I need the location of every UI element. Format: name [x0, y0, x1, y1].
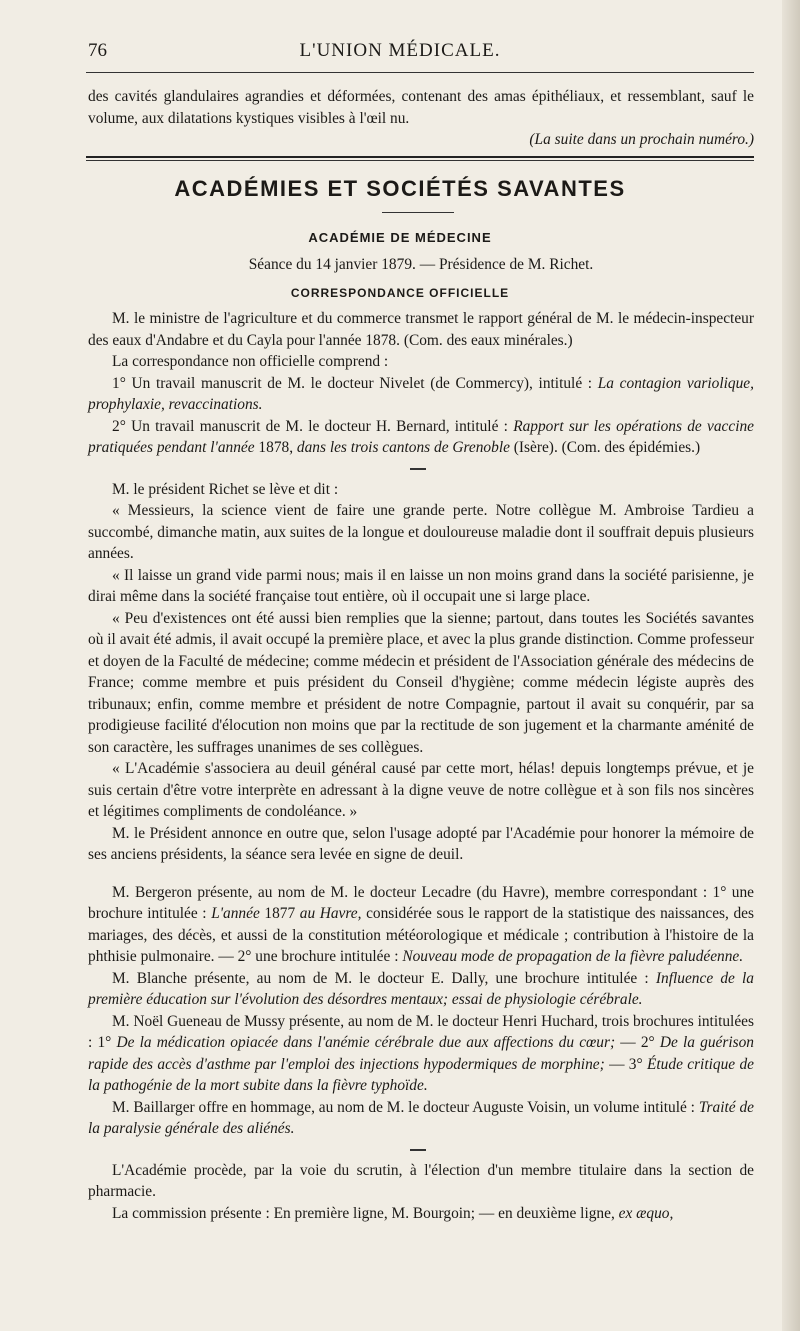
section-rule-top — [86, 156, 754, 158]
paragraph: La commission présente : En première ligne, M. Bourgoin; — en deuxième ligne, ex æquo, — [112, 1204, 674, 1222]
correspondence-heading: CORRESPONDANCE OFFICIELLE — [290, 286, 510, 300]
paragraph: L'Académie procède, par la voie du scrutin, à l'élection d'un membre titulaire dans la section de pharmacie. — [88, 1161, 754, 1200]
section-rule-bottom — [86, 160, 754, 161]
spacer — [88, 866, 754, 882]
dash-rule — [410, 1149, 426, 1151]
section-title: ACADÉMIES ET SOCIÉTÉS SAVANTES — [174, 176, 626, 201]
dash-rule — [410, 468, 426, 470]
session-line: Séance du 14 janvier 1879. — Présidence de M. Richet. — [248, 256, 594, 273]
paragraph: « Il laisse un grand vide parmi nous; mais il en laisse un non moins grand dans la société parisienne, je dirai même dans la société française tout entière, où il occupait une si large place. — [88, 566, 754, 605]
header-rule — [86, 72, 754, 73]
paragraph: « Peu d'existences ont été aussi bien remplies que la sienne; partout, dans toutes les Sociétés savantes où il avait été admis, il avait occupé la première place, et avec la plus grande distinction. Comme professeur et doyen de la Faculté de médecine; comme médecin et président de l'Association générale des médecins de France; comme membre et puis président du Conseil d'hygiène; comme médecin légiste auprès des tribunaux; enfin, comme membre et président de notre Compagnie, partout il avait su conquérir, par sa prodigieuse facilité d'élocution non moins que par la rectitude de son jugement et la charmante aménité de son caractère, les suffrages unanimes de ses collègues. — [88, 609, 754, 756]
paragraph: M. le ministre de l'agriculture et du commerce transmet le rapport général de M. le médecin-inspecteur des eaux d'Andabre et du Cayla pour l'année 1878. (Com. des eaux minérales.) — [88, 310, 754, 349]
paragraph: « Messieurs, la science vient de faire une grande perte. Notre collègue M. Ambroise Tardieu a succombé, dimanche matin, aux suites de la longue et douloureuse maladie dont il souffrait depuis plusieurs années. — [88, 502, 754, 562]
paragraph: M. Noël Gueneau de Mussy présente, au nom de M. le docteur Henri Huchard, trois brochures intitulées : 1° De la médication opiacée dans l'anémie cérébrale due aux affections du cœur; — 2° De la guérison rapide des accès d'asthme par l'emploi des injections hypodermiques de morphine; — 3° Étude critique de la pathogénie de la mort subite dans la fièvre typhoïde. — [88, 1012, 754, 1094]
page-number: 76 — [88, 40, 107, 61]
paragraph: M. Blanche présente, au nom de M. le docteur E. Dally, une brochure intitulée : Influence de la première éducation sur l'évolution des désordres mentaux; essai de physiologie cérébrale. — [88, 969, 755, 1008]
paragraph: M. Bergeron présente, au nom de M. le docteur Lecadre (du Havre), membre correspondant : 1° une brochure intitulée : L'année 1877 au Havre, considérée sous le rapport de la statistique des naissances, des mariages, des décès, et aussi de la constitution météorologique et médicale ; contribution à l'histoire de la phthisie pulmonaire. — 2° une brochure intitulée : Nouveau mode de propagation de la fièvre paludéenne. — [88, 883, 754, 965]
paragraph: « L'Académie s'associera au deuil général causé par cette mort, hélas! depuis longtemps prévue, et je suis certain d'être votre interprète en adressant à la digne veuve de notre collègue et à son fils nos sincères et légitimes compliments de condoléance. » — [88, 760, 754, 820]
article-ending: des cavités glandulaires agrandies et déformées, contenant des amas épithéliaux, et ressemblant, sauf le volume, aux dilatations kystiques visibles à l'œil nu. — [88, 88, 754, 127]
paragraph: 1° Un travail manuscrit de M. le docteur Nivelet (de Commercy), intitulé : La contagion variolique, prophylaxie, revaccinations. — [88, 374, 754, 413]
paragraph: M. Baillarger offre en hommage, au nom de M. le docteur Auguste Voisin, un volume intitulé : Traité de la paralysie générale des aliénés. — [88, 1098, 754, 1137]
session-block — [88, 254, 754, 276]
paragraph: M. le Président annonce en outre que, selon l'usage adopté par l'Académie pour honorer la mémoire de ses anciens présidents, la séance sera levée en signe de deuil. — [88, 824, 754, 863]
continued-note: (La suite dans un prochain numéro.) — [529, 131, 754, 148]
paragraph: La correspondance non officielle comprend : — [112, 353, 389, 370]
journal-title: L'UNION MÉDICALE. — [299, 40, 501, 61]
minutes-text — [88, 308, 754, 1224]
running-header — [0, 40, 800, 66]
title-rule — [382, 212, 454, 213]
separator — [88, 1140, 754, 1160]
academy-name: ACADÉMIE DE MÉDECINE — [308, 230, 492, 245]
separator — [88, 459, 754, 479]
paragraph: 2° Un travail manuscrit de M. le docteur H. Bernard, intitulé : Rapport sur les opérations de vaccine pratiquées pendant l'année 1878, dans les trois cantons de Grenoble (Isère). (Com. des épidémies.) — [88, 417, 754, 456]
paragraph: M. le président Richet se lève et dit : — [112, 480, 339, 498]
continued-article — [88, 86, 754, 151]
